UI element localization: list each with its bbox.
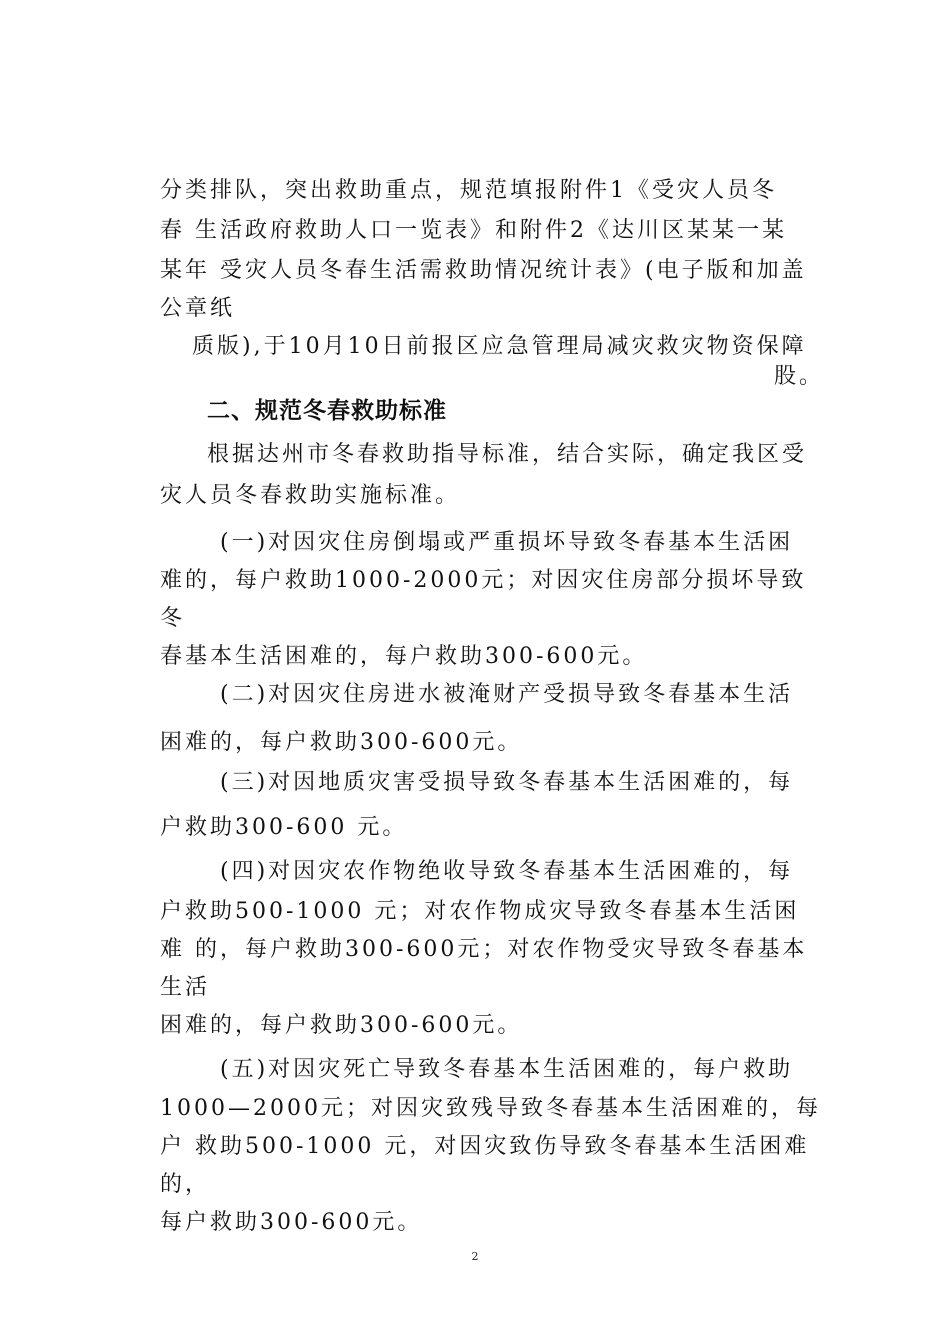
text-line: 的， <box>160 1172 211 1197</box>
section-heading: 二、规范冬春救助标准 <box>207 398 447 424</box>
text-line: 户 救助500-1000 元，对因灾致伤导致冬春基本生活困难 <box>160 1134 810 1159</box>
text-line: (一)对因灾住房倒塌或严重损坏导致冬春基本生活困 <box>220 530 794 555</box>
text-line: (二)对因灾住房进水被淹财产受损导致冬春基本生活 <box>220 682 794 707</box>
text-line: 春 生活政府救助人口一览表》和附件2《达川区某某一某 <box>160 218 787 243</box>
text-line: 分类排队，突出救助重点，规范填报附件1《受灾人员冬 <box>160 178 777 203</box>
text-line: 户救助300-600 元。 <box>160 815 408 840</box>
text-line: 冬 <box>160 606 186 631</box>
text-line: 难 的，每户救助300-600元；对农作物受灾导致冬春基本 <box>160 937 808 962</box>
text-line: 每户救助300-600元。 <box>160 1210 423 1235</box>
page-number: 2 <box>471 1250 479 1263</box>
text-line: 质版),于10月10日前报区应急管理局减灾救灾物资保障 <box>192 334 807 359</box>
text-line: (四)对因灾农作物绝收导致冬春基本生活困难的，每 <box>220 859 794 884</box>
text-line: 生活 <box>160 975 211 1000</box>
text-line: 困难的，每户救助300-600元。 <box>160 730 523 755</box>
text-line: 股。 <box>773 364 824 389</box>
text-line: (三)对因地质灾害受损导致冬春基本生活困难的，每 <box>220 770 794 795</box>
text-line: (五)对因灾死亡导致冬春基本生活困难的，每户救助 <box>220 1057 794 1082</box>
text-line: 户救助500-1000 元；对农作物成灾导致冬春基本生活困 <box>160 899 800 924</box>
text-line: 灾人员冬春救助实施标准。 <box>160 483 461 508</box>
text-line: 根据达州市冬春救助指导标准，结合实际，确定我区受 <box>207 442 808 467</box>
text-line: 困难的，每户救助300-600元。 <box>160 1013 523 1038</box>
text-line: 公章纸 <box>160 296 236 321</box>
text-line: 春基本生活困难的，每户救助300-600元。 <box>160 644 648 669</box>
text-line: 难的，每户救助1000-2000元；对因灾住房部分损坏导致 <box>160 568 807 593</box>
text-line: 1000—2000元；对因灾致残导致冬春基本生活困难的，每 <box>160 1096 821 1121</box>
text-line: 某年 受灾人员冬春生活需救助情况统计表》(电子版和加盖 <box>160 258 807 283</box>
